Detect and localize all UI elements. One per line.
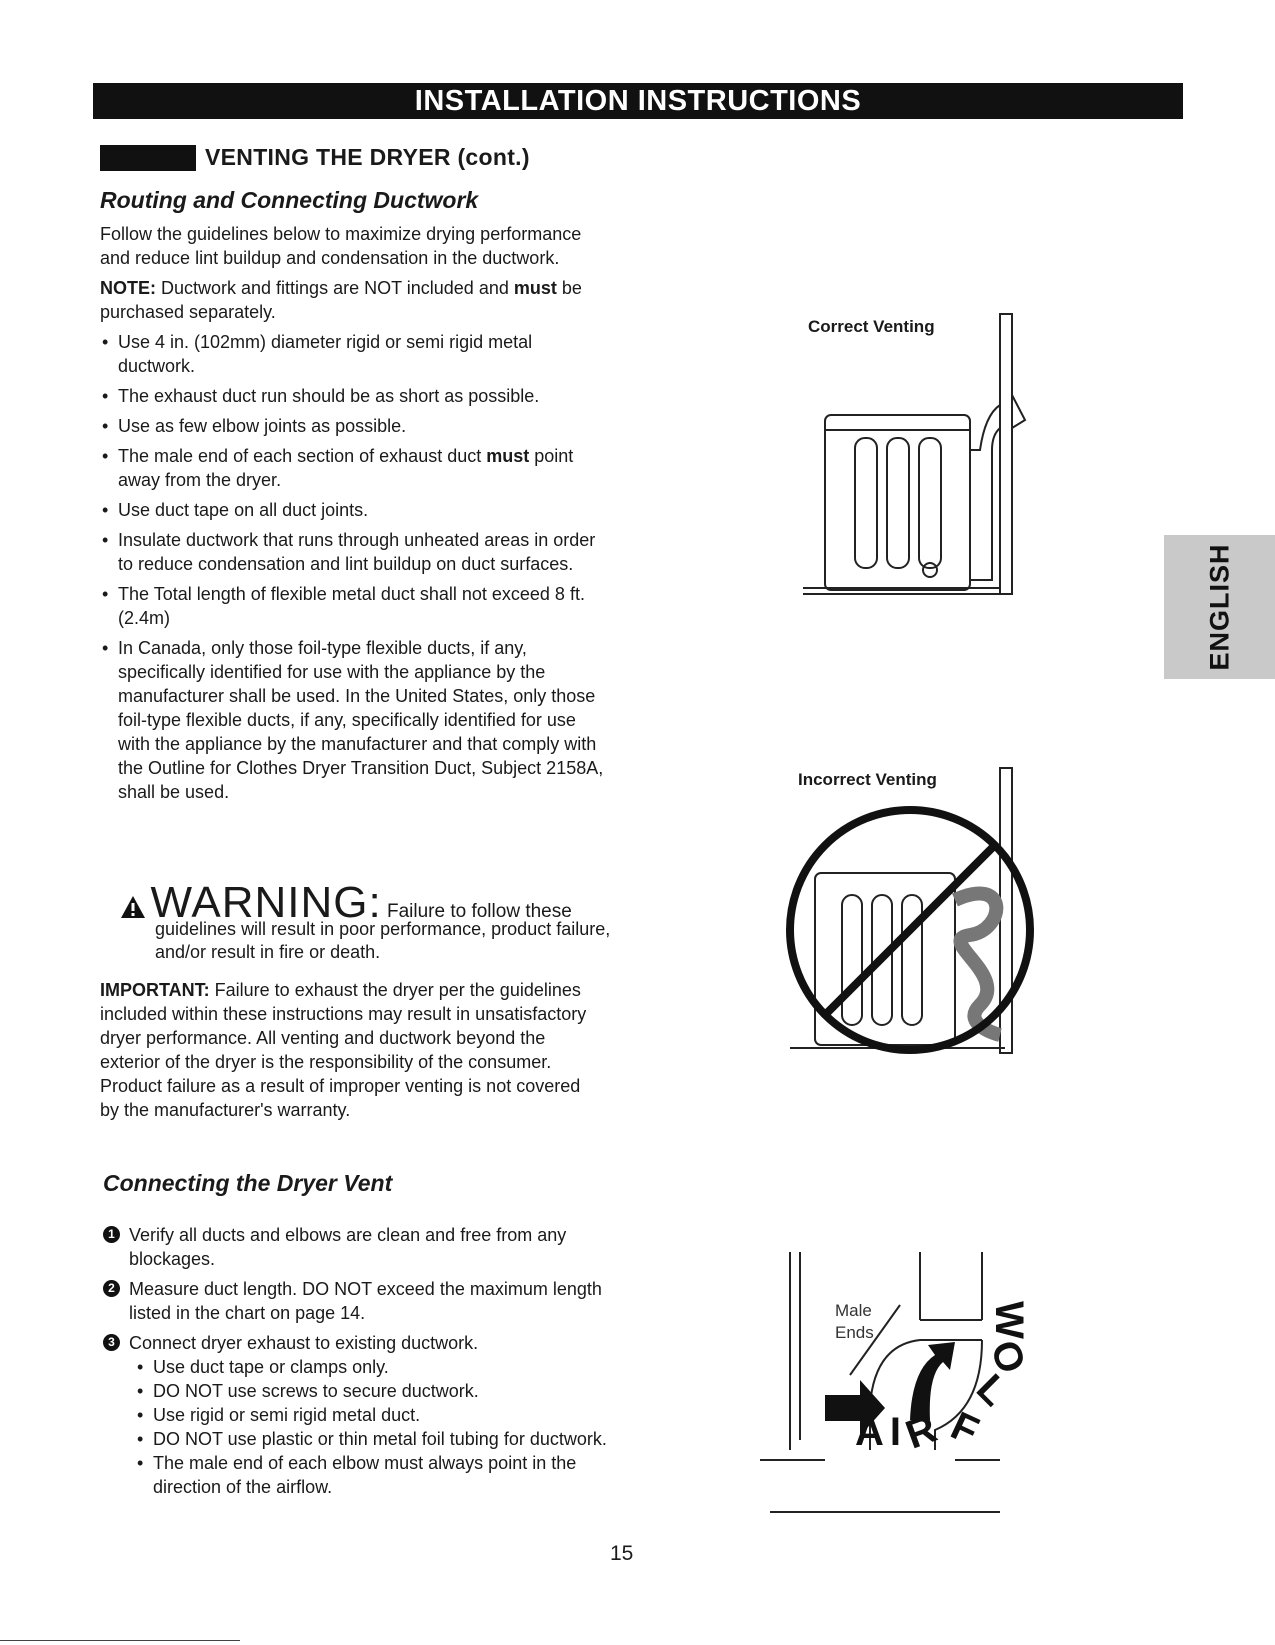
warning-label: WARNING: — [150, 878, 382, 927]
important-paragraph — [100, 978, 590, 1122]
sub-bullets — [129, 1355, 643, 1499]
note-text-a: Ductwork and fittings are NOT included and — [156, 278, 514, 298]
airflow-text — [855, 1406, 943, 1458]
bullet4-a: The male end of each section of exhaust duct — [118, 446, 487, 466]
male-ends-label — [835, 1300, 874, 1344]
airflow-letter: F — [944, 1403, 986, 1454]
airflow-text-vertical — [944, 1300, 1034, 1460]
routing-note — [100, 276, 610, 324]
airflow-letter: I — [889, 1410, 902, 1454]
page-banner: INSTALLATION INSTRUCTIONS — [93, 83, 1183, 119]
note-text-b: be purchased separately. — [100, 278, 582, 322]
correct-venting-label: Correct Venting — [808, 317, 935, 336]
routing-intro: Follow the guidelines below to maximize drying performance and reduce lint buildup and condensation in the ductwork. — [100, 224, 582, 268]
important-text: Failure to exhaust the dryer per the guidelines included within these instructions may result in unsatisfactory dryer performance. All venting and ductwork beyond the exterior of the dryer is the responsibility of the consumer. Product failure as a result of improper venting is not covered by the manufacturer's warranty. — [100, 980, 587, 1120]
note-label: NOTE: — [100, 278, 156, 298]
bullet4-must: must — [486, 446, 530, 466]
step-number: 3 — [103, 1334, 120, 1351]
list-item: • DO NOT use plastic or thin metal foil tubing for ductwork. — [129, 1427, 643, 1451]
incorrect-venting-label: Incorrect Venting — [798, 770, 937, 789]
routing-text — [100, 222, 610, 810]
airflow-letter: W — [986, 1301, 1031, 1339]
step-number: 2 — [103, 1280, 120, 1297]
page-number: 15 — [610, 1542, 634, 1565]
step-text: Connect dryer exhaust to existing ductwork. — [129, 1333, 479, 1353]
list-item: • Use rigid or semi rigid metal duct. — [129, 1403, 643, 1427]
list-item: • The exhaust duct run should be as short as possible. — [100, 384, 610, 408]
step-text: Measure duct length. DO NOT exceed the maximum length listed in the chart on page 14. — [129, 1279, 602, 1323]
bullet4-b: point away from the dryer. — [118, 446, 574, 490]
connecting-steps — [103, 1223, 643, 1505]
list-item — [100, 444, 610, 492]
list-item: • The Total length of flexible metal duct shall not exceed 8 ft.(2.4m) — [100, 582, 610, 630]
routing-heading: Routing and Connecting Ductwork — [100, 187, 479, 213]
footer-rule — [0, 1640, 240, 1641]
step-item — [103, 1277, 643, 1325]
warning-inline-text: Failure to follow these — [381, 901, 572, 922]
airflow-illustration — [760, 1250, 1010, 1530]
routing-bullets — [100, 330, 610, 804]
incorrect-venting-illustration — [770, 765, 1060, 1085]
language-tab-label: ENGLISH — [1204, 543, 1234, 671]
list-item: • Use duct tape or clamps only. — [129, 1355, 643, 1379]
step-number: 1 — [103, 1226, 120, 1243]
airflow-letter: R — [900, 1406, 943, 1458]
section-marker — [100, 145, 196, 171]
list-item: • In Canada, only those foil-type flexible ducts, if any, specifically identified for use with the appliance by the manufacturer shall be used. In the United States, only those foil-type flexible ducts, if any, specifically identified for use with the appliance by the manufacturer and that comply with the Outline for Clothes Dryer Transition Duct, Subject 2158A, shall be used. — [100, 636, 610, 804]
language-tab — [1164, 535, 1275, 679]
list-item: • Use as few elbow joints as possible. — [100, 414, 610, 438]
step-text: Verify all ducts and elbows are clean and free from any blockages. — [129, 1225, 567, 1269]
airflow-letter: L — [968, 1366, 1017, 1415]
step-item — [103, 1331, 643, 1499]
section-title: VENTING THE DRYER (cont.) — [205, 144, 530, 170]
airflow-letter: O — [981, 1334, 1034, 1380]
important-label: IMPORTANT: — [100, 980, 210, 1000]
warning-body: guidelines will result in poor performance, product failure, and/or result in fire or death. — [155, 919, 611, 962]
list-item: • Use duct tape on all duct joints. — [100, 498, 610, 522]
correct-venting-illustration — [795, 310, 1045, 600]
note-must: must — [513, 278, 557, 298]
connecting-heading: Connecting the Dryer Vent — [103, 1170, 393, 1196]
list-item: • The male end of each elbow must always point in the direction of the airflow. — [129, 1451, 643, 1499]
male-ends-line2: Ends — [835, 1323, 874, 1342]
male-ends-line1: Male — [835, 1301, 872, 1320]
list-item: • Insulate ductwork that runs through unheated areas in order to reduce condensation and lint buildup on duct surfaces. — [100, 528, 610, 576]
airflow-letter: A — [855, 1410, 884, 1454]
list-item: • DO NOT use screws to secure ductwork. — [129, 1379, 643, 1403]
step-item — [103, 1223, 643, 1271]
warning-triangle-icon — [120, 895, 146, 919]
list-item: • Use 4 in. (102mm) diameter rigid or semi rigid metal ductwork. — [100, 330, 610, 378]
